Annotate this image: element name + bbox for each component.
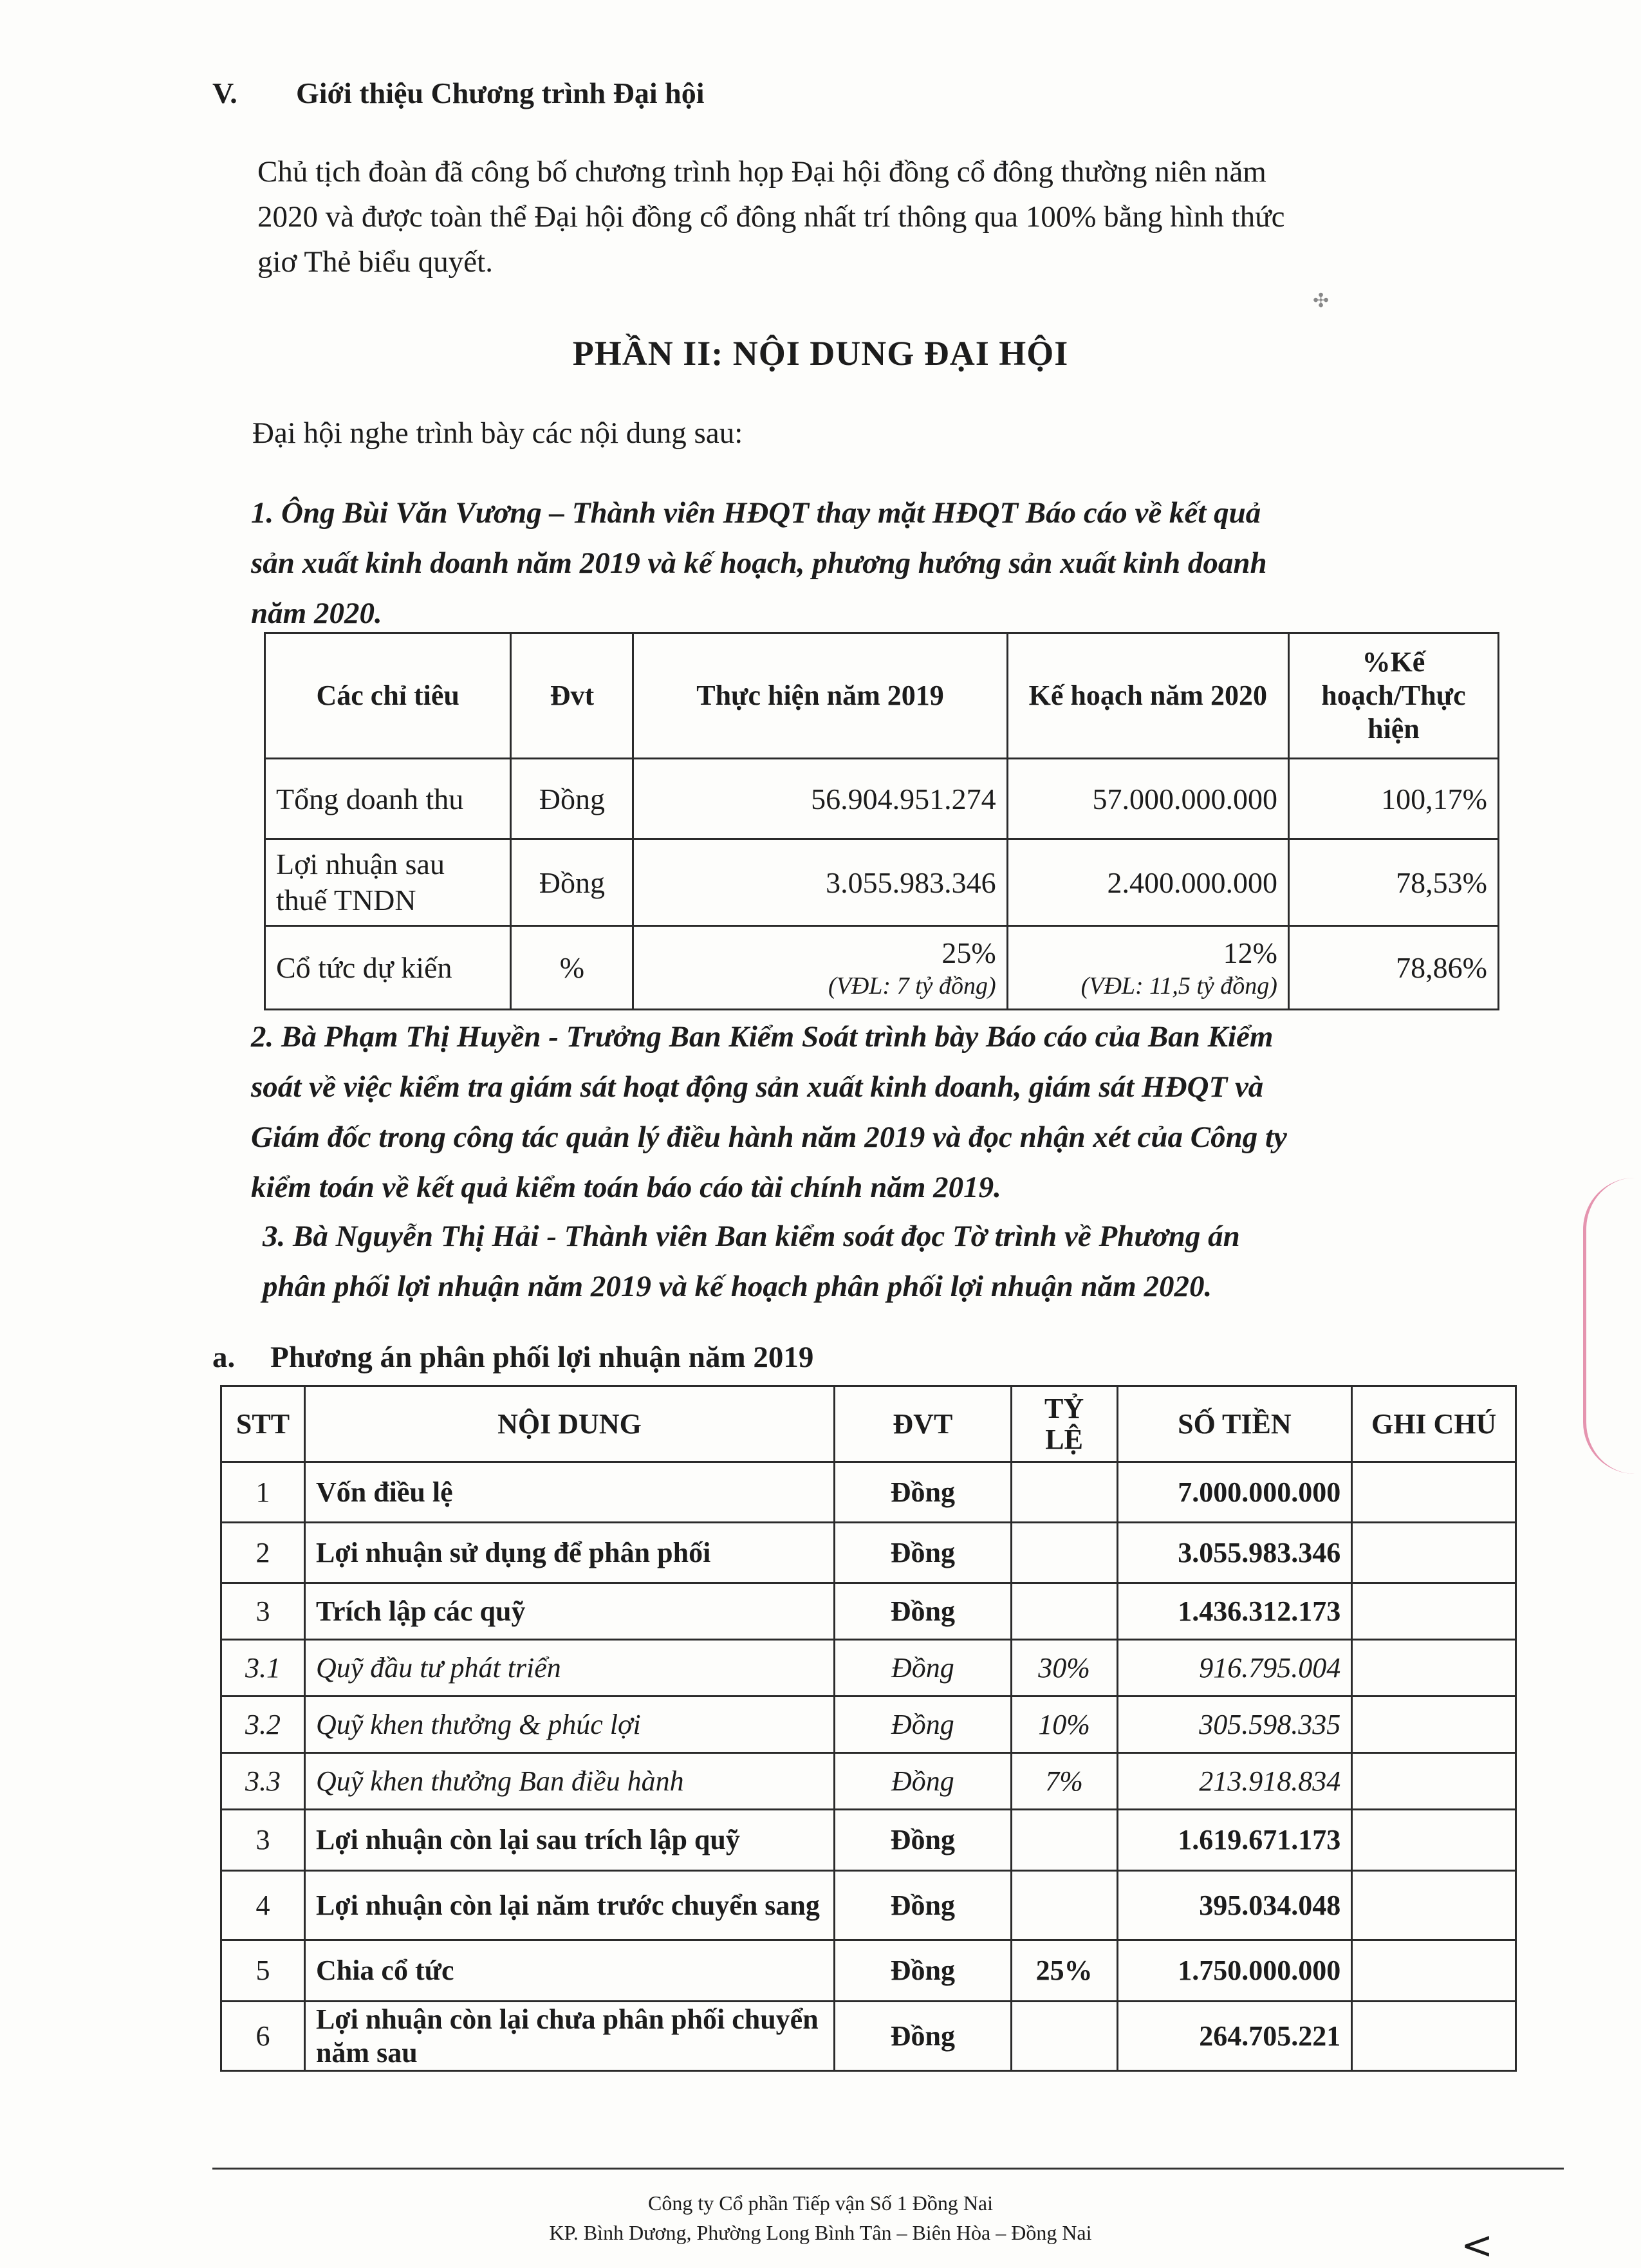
indicator-name: Tổng doanh thu [265, 759, 511, 839]
row-content: Chia cổ tức [304, 1940, 834, 2002]
row-content: Lợi nhuận còn lại chưa phân phối chuyển năm sau [304, 2002, 834, 2071]
row-unit: Đồng [835, 2002, 1012, 2071]
table-row [221, 1640, 1516, 1696]
percent-value: 78,86% [1288, 926, 1498, 1010]
row-amount: 1.750.000.000 [1117, 1940, 1352, 2002]
item-line: sản xuất kinh doanh năm 2019 và kế hoạch, phương hướng sản xuất kinh doanh [251, 546, 1267, 580]
row-content: Lợi nhuận còn lại sau trích lập quỹ [304, 1810, 834, 1871]
row-rate [1011, 1523, 1117, 1583]
handwritten-mark: < [1461, 2223, 1494, 2268]
plan-value: 12% [1223, 936, 1277, 969]
row-content: Lợi nhuận sử dụng để phân phối [304, 1523, 834, 1583]
agenda-item-2 [251, 1012, 1467, 1213]
actual-note: (VĐL: 7 tỷ đồng) [828, 972, 996, 999]
row-rate [1011, 1810, 1117, 1871]
row-stt: 3 [221, 1810, 305, 1871]
table-row [221, 1696, 1516, 1753]
header-actual-2019: Thực hiện năm 2019 [633, 633, 1007, 759]
header-stt: STT [221, 1386, 305, 1462]
row-stt: 2 [221, 1523, 305, 1583]
header-indicator: Các chỉ tiêu [265, 633, 511, 759]
row-note [1352, 1523, 1516, 1583]
subsection-number: a. [212, 1341, 236, 1374]
plan-value: 57.000.000.000 [1007, 759, 1288, 839]
seal-arc [1583, 1178, 1641, 1474]
paragraph-line: giơ Thẻ biểu quyết. [257, 245, 493, 279]
plan-value: 2.400.000.000 [1007, 839, 1288, 926]
table-header-row [265, 633, 1499, 759]
row-rate: 10% [1011, 1696, 1117, 1753]
business-results-table [264, 632, 1499, 1010]
agenda-item-1 [251, 488, 1467, 638]
part-title: PHẦN II: NỘI DUNG ĐẠI HỘI [572, 334, 1069, 373]
header-rate: TỶ LỆ [1011, 1386, 1117, 1462]
section-heading [212, 76, 705, 110]
row-rate: 25% [1011, 1940, 1117, 2002]
profit-distribution-table [220, 1385, 1517, 2072]
percent-value: 100,17% [1288, 759, 1498, 839]
item-line: 2. Bà Phạm Thị Huyền - Trưởng Ban Kiểm Soát trình bày Báo cáo của Ban Kiểm [251, 1020, 1274, 1054]
row-stt: 3.1 [221, 1640, 305, 1696]
intro-paragraph [257, 149, 1467, 284]
footer-address: KP. Bình Dương, Phường Long Bình Tân – Biên Hòa – Đồng Nai [549, 2221, 1092, 2244]
row-amount: 395.034.048 [1117, 1871, 1352, 1940]
section-number: V. [212, 77, 237, 109]
indicator-name: Lợi nhuận sau thuế TNDN [265, 839, 511, 926]
row-amount: 7.000.000.000 [1117, 1462, 1352, 1523]
table-row [265, 839, 1499, 926]
percent-value: 78,53% [1288, 839, 1498, 926]
header-content: NỘI DUNG [304, 1386, 834, 1462]
row-unit: Đồng [835, 1523, 1012, 1583]
unit: Đồng [511, 759, 633, 839]
row-stt: 4 [221, 1871, 305, 1940]
row-unit: Đồng [835, 1640, 1012, 1696]
indicator-name: Cổ tức dự kiến [265, 926, 511, 1010]
paragraph-line: Chủ tịch đoàn đã công bố chương trình họp Đại hội đồng cổ đông thường niên năm [257, 155, 1266, 189]
row-amount: 1.436.312.173 [1117, 1583, 1352, 1640]
row-note [1352, 1583, 1516, 1640]
row-stt: 3.2 [221, 1696, 305, 1753]
plan-cell [1007, 926, 1288, 1010]
row-unit: Đồng [835, 1753, 1012, 1810]
row-rate [1011, 2002, 1117, 2071]
table-row [221, 1523, 1516, 1583]
table-row [221, 1810, 1516, 1871]
row-amount: 1.619.671.173 [1117, 1810, 1352, 1871]
row-note [1352, 2002, 1516, 2071]
header-note: GHI CHÚ [1352, 1386, 1516, 1462]
table-header-row [221, 1386, 1516, 1462]
unit: Đồng [511, 839, 633, 926]
row-note [1352, 1462, 1516, 1523]
row-amount: 3.055.983.346 [1117, 1523, 1352, 1583]
row-rate [1011, 1871, 1117, 1940]
table-row [265, 759, 1499, 839]
row-content: Quỹ khen thưởng & phúc lợi [304, 1696, 834, 1753]
plan-note: (VĐL: 11,5 tỷ đồng) [1080, 972, 1277, 999]
row-unit: Đồng [835, 1810, 1012, 1871]
row-unit: Đồng [835, 1940, 1012, 2002]
row-amount: 213.918.834 [1117, 1753, 1352, 1810]
header-unit: ĐVT [835, 1386, 1012, 1462]
scan-speck: ✣ [1313, 290, 1330, 311]
table-row [221, 2002, 1516, 2071]
item-line: năm 2020. [251, 597, 382, 630]
table-row [221, 1462, 1516, 1523]
actual-value: 25% [941, 936, 996, 969]
row-content: Quỹ khen thưởng Ban điều hành [304, 1753, 834, 1810]
section-title: Giới thiệu Chương trình Đại hội [296, 77, 705, 109]
intro-line: Đại hội nghe trình bày các nội dung sau: [252, 416, 743, 450]
item-line: 3. Bà Nguyễn Thị Hải - Thành viên Ban kiểm soát đọc Tờ trình về Phương án [263, 1220, 1240, 1253]
row-note [1352, 1640, 1516, 1696]
row-note [1352, 1753, 1516, 1810]
table-row [221, 1871, 1516, 1940]
row-stt: 3.3 [221, 1753, 305, 1810]
row-rate [1011, 1462, 1117, 1523]
row-note [1352, 1940, 1516, 2002]
row-stt: 5 [221, 1940, 305, 2002]
table-row [221, 1583, 1516, 1640]
item-line: kiểm toán về kết quả kiểm toán báo cáo tài chính năm 2019. [251, 1171, 1001, 1204]
table-row [221, 1753, 1516, 1810]
unit: % [511, 926, 633, 1010]
row-unit: Đồng [835, 1583, 1012, 1640]
item-line: soát về việc kiểm tra giám sát hoạt động sản xuất kinh doanh, giám sát HĐQT và [251, 1070, 1264, 1104]
table-row [221, 1940, 1516, 2002]
red-seal-fragment [1570, 1178, 1641, 1474]
actual-value: 56.904.951.274 [633, 759, 1007, 839]
item-line: Giám đốc trong công tác quản lý điều hành năm 2019 và đọc nhận xét của Công ty [251, 1120, 1287, 1154]
footer-divider [212, 2168, 1564, 2170]
actual-cell [633, 926, 1007, 1010]
row-unit: Đồng [835, 1696, 1012, 1753]
subsection-heading [212, 1340, 813, 1375]
table-row [265, 926, 1499, 1010]
footer-company: Công ty Cổ phần Tiếp vận Số 1 Đồng Nai [647, 2191, 994, 2215]
paragraph-line: 2020 và được toàn thể Đại hội đồng cổ đông nhất trí thông qua 100% bằng hình thức [257, 200, 1285, 234]
row-amount: 916.795.004 [1117, 1640, 1352, 1696]
header-plan-vs-actual: %Kế hoạch/Thực hiện [1288, 633, 1498, 759]
row-note [1352, 1810, 1516, 1871]
row-rate: 7% [1011, 1753, 1117, 1810]
row-content: Vốn điều lệ [304, 1462, 834, 1523]
row-stt: 3 [221, 1583, 305, 1640]
row-note [1352, 1696, 1516, 1753]
row-amount: 305.598.335 [1117, 1696, 1352, 1753]
row-amount: 264.705.221 [1117, 2002, 1352, 2071]
row-rate [1011, 1583, 1117, 1640]
row-unit: Đồng [835, 1462, 1012, 1523]
header-plan-2020: Kế hoạch năm 2020 [1007, 633, 1288, 759]
row-rate: 30% [1011, 1640, 1117, 1696]
row-stt: 1 [221, 1462, 305, 1523]
row-content: Quỹ đầu tư phát triển [304, 1640, 834, 1696]
subsection-title: Phương án phân phối lợi nhuận năm 2019 [270, 1341, 814, 1374]
header-amount: SỐ TIỀN [1117, 1386, 1352, 1462]
item-line: phân phối lợi nhuận năm 2019 và kế hoạch phân phối lợi nhuận năm 2020. [263, 1270, 1212, 1303]
item-line: 1. Ông Bùi Văn Vương – Thành viên HĐQT thay mặt HĐQT Báo cáo về kết quả [251, 496, 1261, 530]
row-note [1352, 1871, 1516, 1940]
row-stt: 6 [221, 2002, 305, 2071]
header-unit: Đvt [511, 633, 633, 759]
row-unit: Đồng [835, 1871, 1012, 1940]
agenda-item-3 [263, 1211, 1479, 1312]
row-content: Trích lập các quỹ [304, 1583, 834, 1640]
row-content: Lợi nhuận còn lại năm trước chuyển sang [304, 1871, 834, 1940]
actual-value: 3.055.983.346 [633, 839, 1007, 926]
